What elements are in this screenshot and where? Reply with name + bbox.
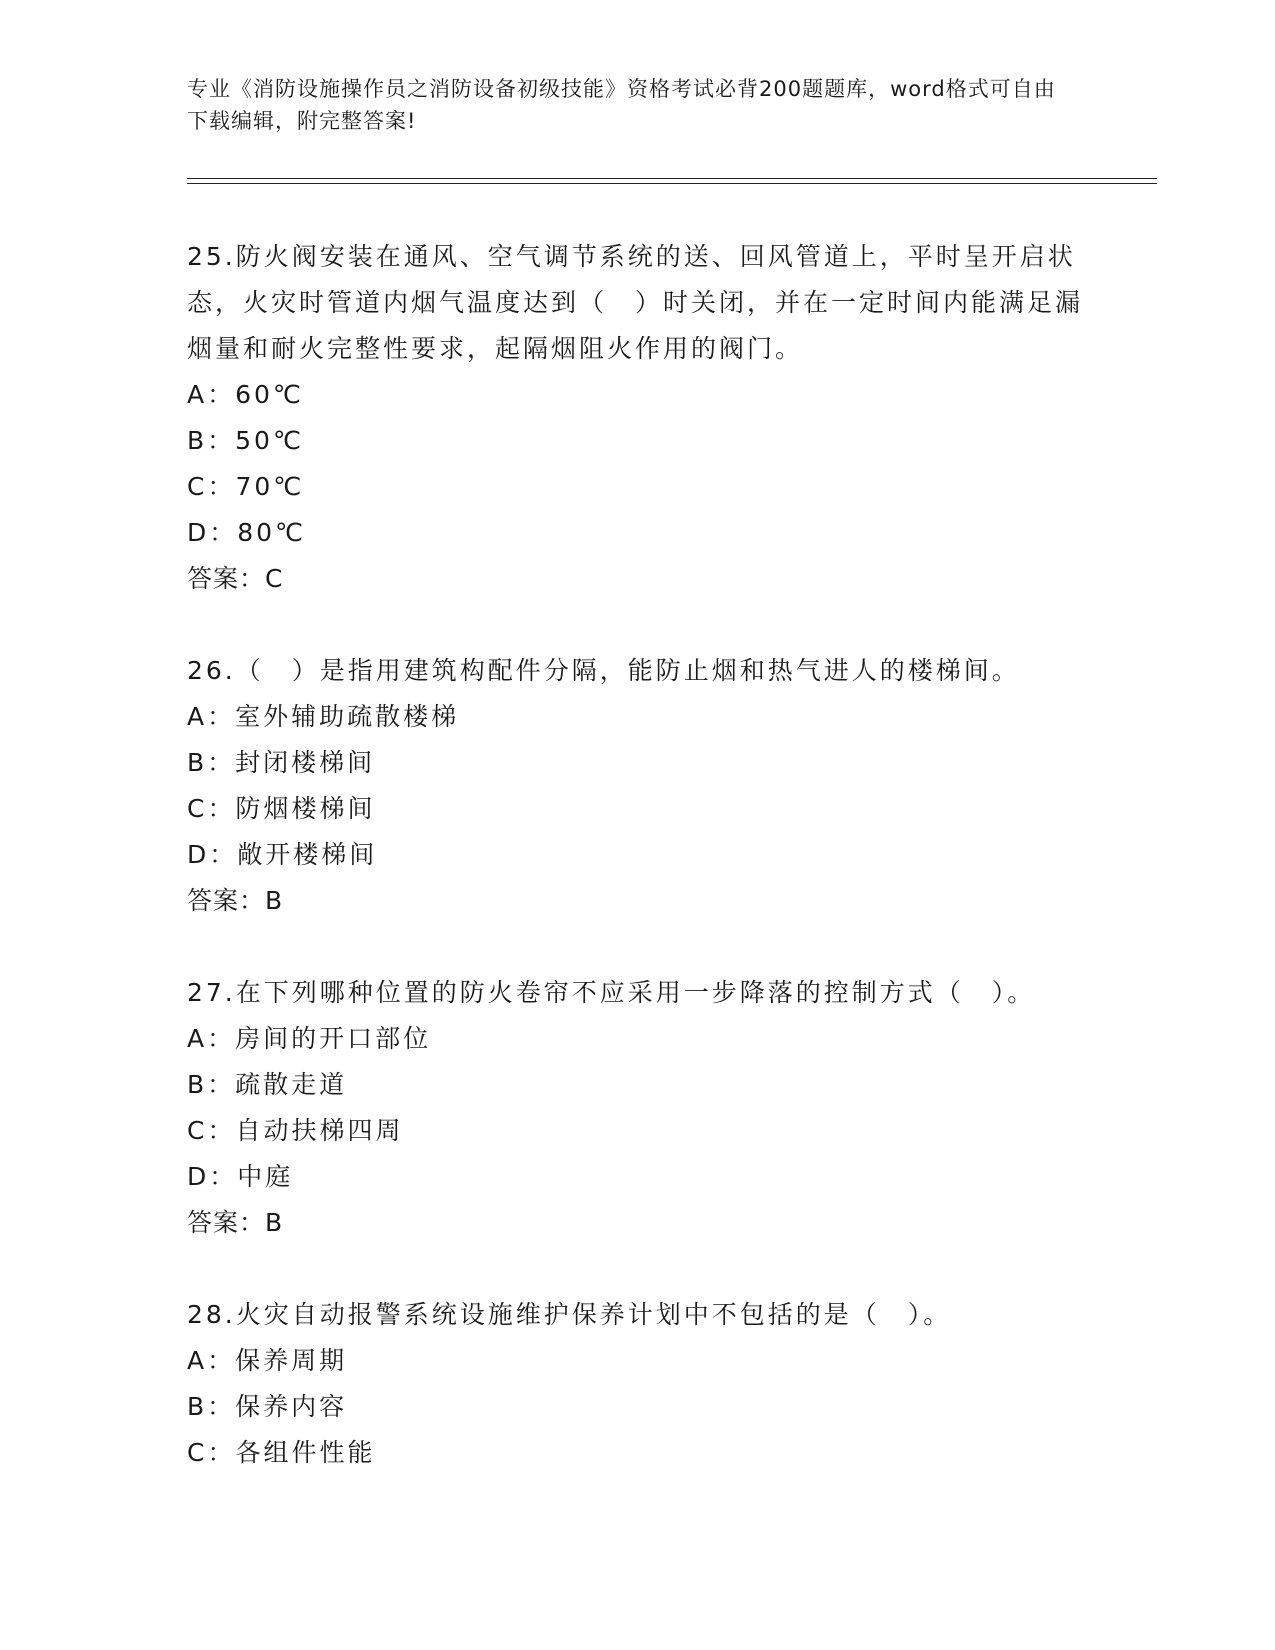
option-b: B：封闭楼梯间 (187, 748, 376, 777)
question-27 (187, 970, 1087, 1246)
option-d: D：中庭 (187, 1162, 294, 1191)
question-text: 26.（ ）是指用建筑构配件分隔，能防止烟和热气进人的楼梯间。 (187, 656, 1020, 685)
option-b: B：疏散走道 (187, 1070, 348, 1099)
option-c: C：自动扶梯四周 (187, 1116, 404, 1145)
question-text: 27.在下列哪种位置的防火卷帘不应采用一步降落的控制方式（ ）。 (187, 978, 1036, 1007)
option-c: C：各组件性能 (187, 1438, 376, 1467)
header-divider-bottom (187, 183, 1157, 184)
question-text: 25.防火阀安装在通风、空气调节系统的送、回风管道上，平时呈开启状态，火灾时管道内烟气温度达到（ ）时关闭，并在一定时间内能满足漏烟量和耐火完整性要求，起隔烟阻火作用的阀门。 (187, 242, 1084, 363)
option-d: D：80℃ (187, 518, 307, 547)
question-text: 28.火灾自动报警系统设施维护保养计划中不包括的是（ ）。 (187, 1300, 952, 1329)
header-divider-top (187, 178, 1157, 179)
question-list (187, 234, 1087, 1522)
question-26 (187, 648, 1087, 924)
question-28 (187, 1292, 1087, 1476)
answer-label: 答案：B (187, 1208, 284, 1237)
option-b: B：保养内容 (187, 1392, 348, 1421)
document-header: 专业《消防设施操作员之消防设备初级技能》资格考试必背200题题库，word格式可自由下载编辑，附完整答案! (187, 77, 1056, 133)
option-a: A：60℃ (187, 380, 304, 409)
option-a: A：室外辅助疏散楼梯 (187, 702, 460, 731)
question-25 (187, 234, 1087, 602)
option-c: C：防烟楼梯间 (187, 794, 376, 823)
option-c: C：70℃ (187, 472, 305, 501)
answer-label: 答案：B (187, 886, 284, 915)
option-a: A：保养周期 (187, 1346, 348, 1375)
answer-label: 答案：C (187, 564, 284, 593)
option-b: B：50℃ (187, 426, 305, 455)
option-d: D：敞开楼梯间 (187, 840, 378, 869)
option-a: A：房间的开口部位 (187, 1024, 432, 1053)
